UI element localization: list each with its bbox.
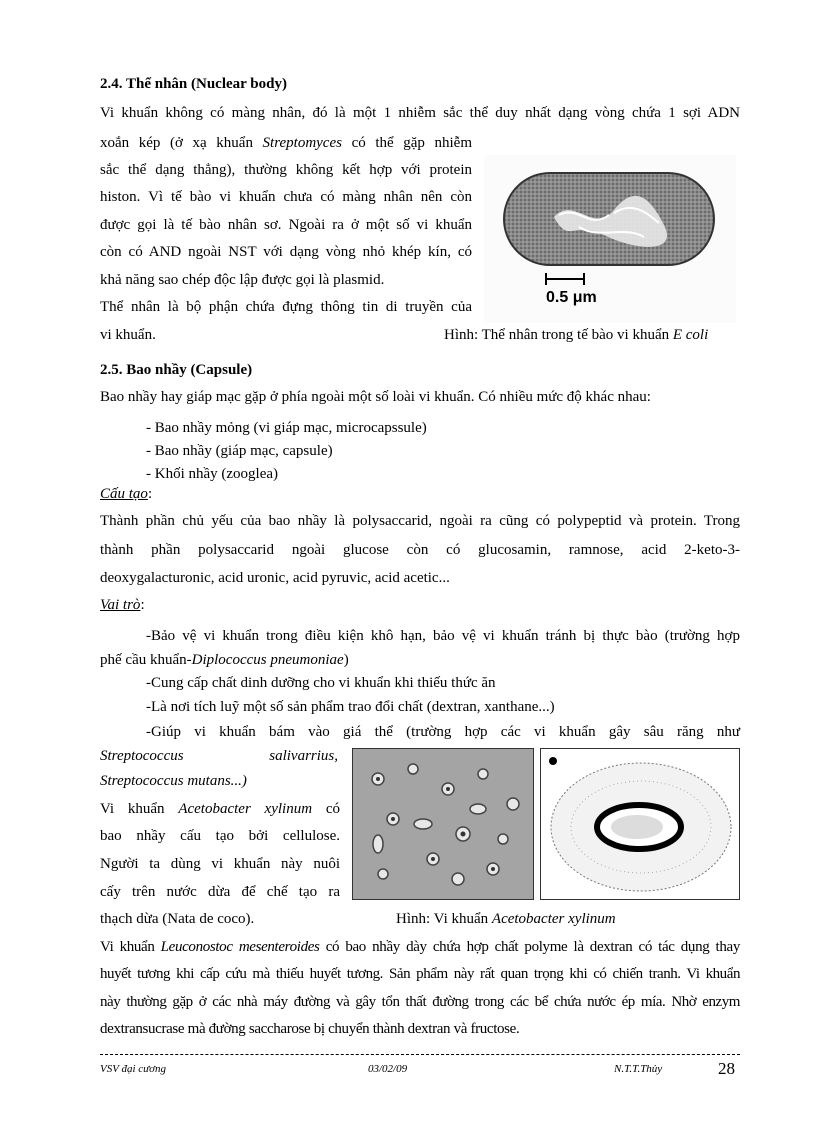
para-capsule-intro: Bao nhầy hay giáp mạc gặp ở phía ngoài một số loài vi khuẩn. Có nhiều mức độ khác nhau: (100, 389, 651, 405)
para-structure-line: Thành phần chủ yếu của bao nhầy là polysaccarid, ngoài ra cũng có polypeptid và protein. Trong (100, 513, 740, 529)
para-nuclear-line: khả năng sao chép độc lập được gọi là plasmid. (100, 272, 385, 288)
footer-date: 03/02/09 (368, 1063, 408, 1075)
para-structure-line: thành phần polysaccarid ngoài glucose còn có glucosamin, ramnose, acid 2-keto-3- (100, 542, 740, 558)
footer-course-name: VSV đại cương (100, 1063, 167, 1075)
figure-caption-ecoli: Hình: Thể nhân trong tế bào vi khuẩn E coli (444, 327, 709, 343)
para-role-line: -Là nơi tích luỹ một số sản phẩm trao đổi chất (dextran, xanthane...) (146, 699, 555, 715)
para-acetobacter-line: cấy trên nước dừa để chế tạo ra (100, 884, 340, 900)
capsule-single-cell-illustration (541, 749, 739, 899)
para-nuclear-line: xoắn kép (ở xạ khuẩn Streptomyces có thể gặp nhiễm (100, 135, 472, 151)
list-item: - Bao nhầy (giáp mạc, capsule) (146, 443, 333, 459)
figure-caption-acetobacter: Hình: Vi khuẩn Acetobacter xylinum (396, 911, 616, 927)
para-nuclear-line: vi khuẩn. (100, 327, 156, 343)
species-genus: Streptococcus (100, 748, 184, 764)
ecoli-cell-illustration (484, 155, 736, 323)
species-epithet: salivarrius, (269, 748, 338, 764)
para-nuclear-line: histon. Vì tế bào vi khuẩn chưa có màng nhân nên còn (100, 189, 472, 205)
list-item: - Bao nhầy mỏng (vi giáp mạc, microcapssule) (146, 420, 427, 436)
para-role-line: phế cầu khuẩn-Diplococcus pneumoniae) (100, 652, 349, 668)
para-nuclear-line: Vi khuẩn không có màng nhân, đó là một 1 nhiễm sắc thể duy nhất dạng vòng chứa 1 sợi ADN (100, 105, 740, 121)
para-leuconostoc-line: dextransucrase mà đường saccharose bị chuyển thành dextran và fructose. (100, 1021, 520, 1037)
footer-divider (100, 1054, 740, 1055)
para-role-line: -Bảo vệ vi khuẩn trong điều kiện khô hạn, bảo vệ vi khuẩn tránh bị thực bào (trường hợp (146, 628, 740, 644)
para-acetobacter-line: bao nhầy cấu tạo bởi cellulose. (100, 828, 340, 844)
figure-acetobacter-micrograph-left (352, 748, 534, 900)
para-nuclear-line: Thể nhân là bộ phận chứa đựng thông tin di truyền của (100, 299, 472, 315)
subheading-structure: Cấu tạo: (100, 486, 153, 502)
para-leuconostoc-line: này thường gặp ở các nhà máy đường và gây tổn thất đường trong các bể chứa nước ép mía. Nhờ enzym (100, 994, 740, 1010)
subheading-role: Vai trò: (100, 597, 145, 613)
para-acetobacter-line: thạch dừa (Nata de coco). (100, 911, 255, 927)
footer-author: N.T.T.Thủy (614, 1063, 663, 1075)
para-role-line: -Giúp vi khuẩn bám vào giá thể (trường hợp các vi khuẩn gây sâu răng như (146, 724, 740, 740)
para-acetobacter-line: Người ta dùng vi khuẩn này nuôi (100, 856, 340, 872)
figure-acetobacter-micrograph-right (540, 748, 740, 900)
capsule-cells-illustration (353, 749, 533, 899)
figure-ecoli-nucleoid (484, 155, 736, 323)
heading-nuclear-body: 2.4. Thể nhân (Nuclear body) (100, 76, 287, 92)
heading-capsule: 2.5. Bao nhầy (Capsule) (100, 362, 253, 378)
scale-bar-label: 0.5 μm (546, 289, 597, 306)
para-nuclear-line: còn có AND ngoài NST với dạng vòng nhỏ khép kín, có (100, 244, 472, 260)
para-leuconostoc-line: huyết tương khi cấp cứu mà thiếu huyết tương. Sản phẩm này rất quan trọng khi có chiến tranh. Vi khuẩn (100, 966, 740, 982)
para-role-line: -Cung cấp chất dinh dưỡng cho vi khuẩn khi thiếu thức ăn (146, 675, 496, 691)
para-role-line: Streptococcus mutans...) (100, 773, 247, 789)
para-acetobacter-line: Vi khuẩn Acetobacter xylinum có (100, 801, 340, 817)
para-nuclear-line: sắc thể dạng thẳng), thường không kết hợp với protein (100, 162, 472, 178)
para-leuconostoc-line: Vi khuẩn Leuconostoc mesenteroides có bao nhầy dày chứa hợp chất polyme là dextran có tác dụng thay (100, 939, 740, 955)
para-structure-line: deoxygalacturonic, acid uronic, acid pyruvic, acid acetic... (100, 570, 450, 586)
page-number: 28 (718, 1059, 735, 1078)
para-nuclear-line: được gọi là tế bào nhân sơ. Ngoài ra ở một số vi khuẩn (100, 217, 472, 233)
list-item: - Khối nhầy (zooglea) (146, 466, 279, 482)
